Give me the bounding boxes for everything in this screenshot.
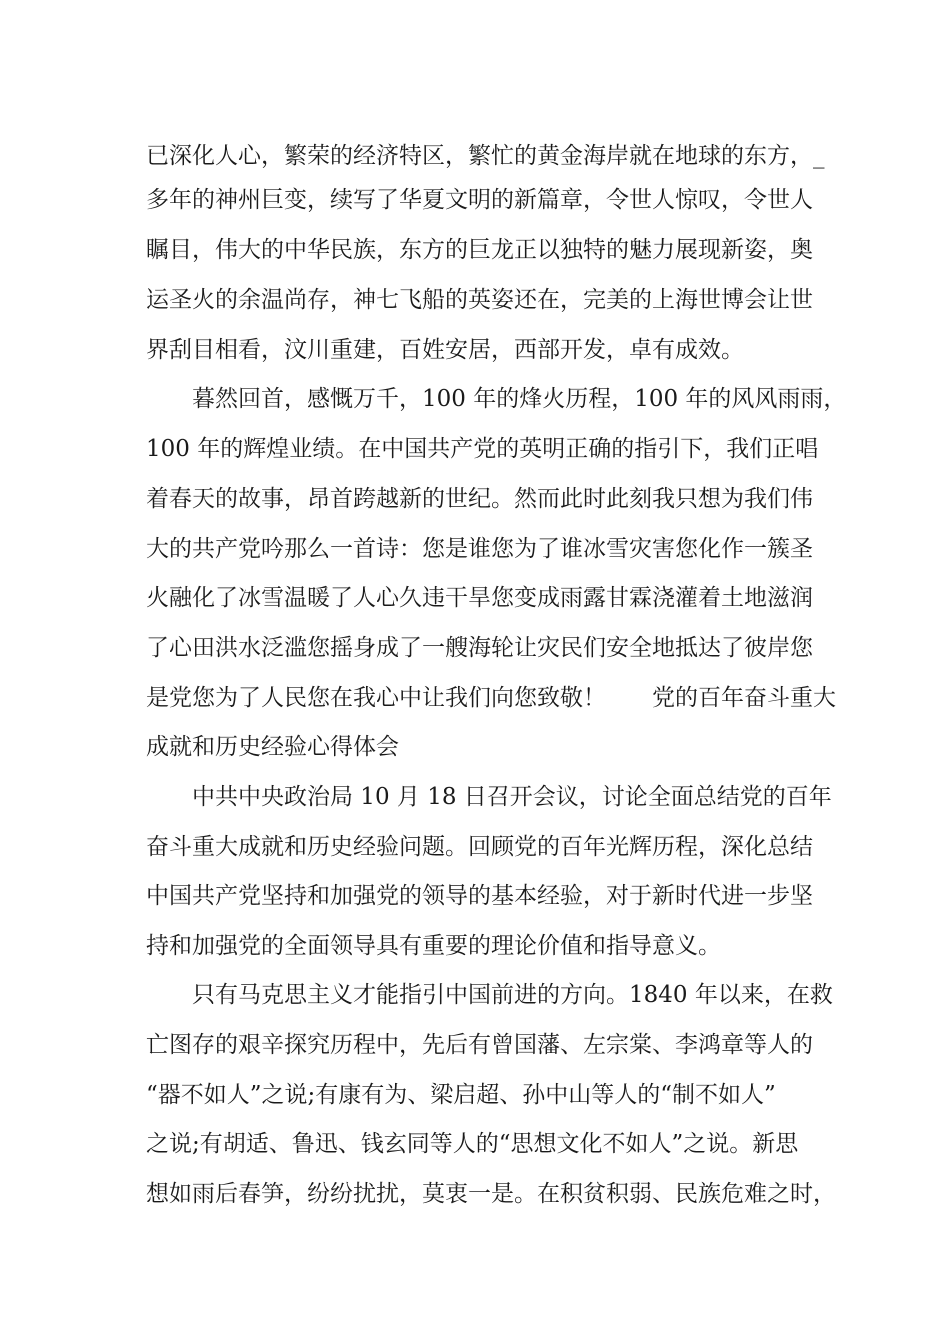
text-line: 着春天的故事，昂首跨越新的世纪。然而此时此刻我只想为我们伟 [146,486,813,512]
text-line: 持和加强党的全面领导具有重要的理论价值和指导意义。 [146,933,721,959]
text-line: “器不如人”之说;有康有为、梁启超、孙中山等人的“制不如人” [146,1082,776,1108]
paragraph-first-line: 暮然回首，感慨万千，100 年的烽火历程，100 年的风风雨雨， [192,386,847,412]
text-line: 亡图存的艰辛探究历程中，先后有曾国藩、左宗棠、李鸿章等人的 [146,1032,813,1058]
text-line: 100 年的辉煌业绩。在中国共产党的英明正确的指引下，我们正唱 [146,436,819,462]
text-line: 是党您为了人民您在我心中让我们向您致敬！ 党的百年奋斗重大 [146,685,836,711]
paragraph-first-line: 只有马克思主义才能指引中国前进的方向。1840 年以来，在救 [192,982,833,1008]
text-line: 了心田洪水泛滥您摇身成了一艘海轮让灾民们安全地抵达了彼岸您 [146,635,813,661]
text-line: 火融化了冰雪温暖了人心久违干旱您变成雨露甘霖浇灌着土地滋润 [146,585,813,611]
text-line: 想如雨后春笋，纷纷扰扰，莫衷一是。在积贫积弱、民族危难之时， [146,1181,836,1207]
text-line: 已深化人心，繁荣的经济特区，繁忙的黄金海岸就在地球的东方，_ [146,143,825,169]
text-line: 奋斗重大成就和历史经验问题。回顾党的百年光辉历程，深化总结 [146,834,813,860]
text-line: 运圣火的余温尚存，神七飞船的英姿还在，完美的上海世博会让世 [146,287,813,313]
paragraph-first-line: 中共中央政治局 10 月 18 日召开会议，讨论全面总结党的百年 [192,784,832,810]
section-title-line: 成就和历史经验心得体会 [146,734,399,760]
text-line: 之说;有胡适、鲁迅、钱玄同等人的“思想文化不如人”之说。新思 [146,1131,799,1157]
text-line: 界刮目相看，汶川重建，百姓安居，西部开发，卓有成效。 [146,337,744,363]
text-line: 中国共产党坚持和加强党的领导的基本经验，对于新时代进一步坚 [146,883,813,909]
text-line: 瞩目，伟大的中华民族，东方的巨龙正以独特的魅力展现新姿，奥 [146,237,813,263]
text-line: 多年的神州巨变，续写了华夏文明的新篇章，令世人惊叹，令世人 [146,187,813,213]
text-line: 大的共产党吟那么一首诗：您是谁您为了谁冰雪灾害您化作一簇圣 [146,536,813,562]
